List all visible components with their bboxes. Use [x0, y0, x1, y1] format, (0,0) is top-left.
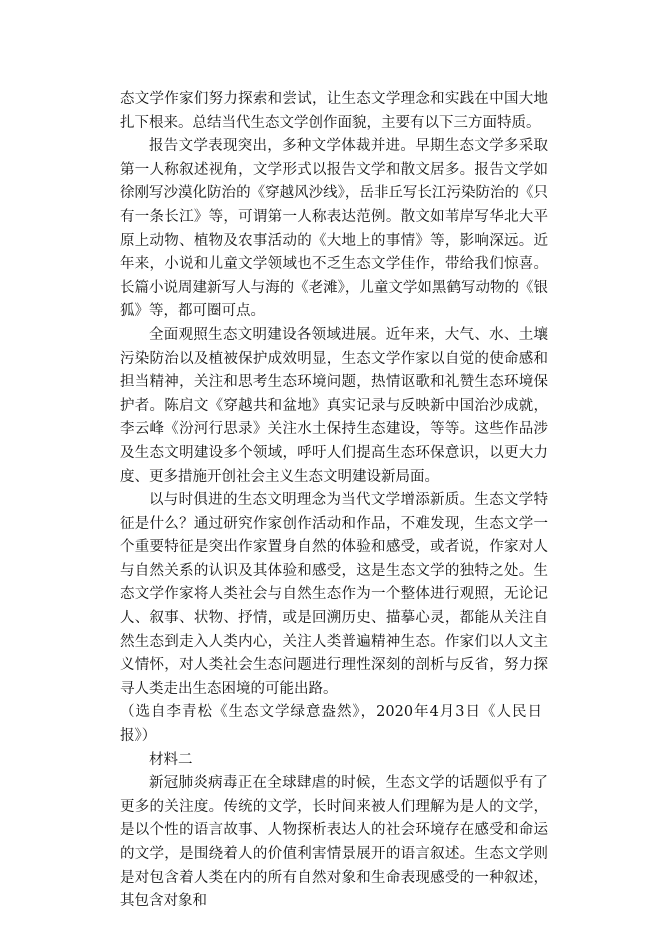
paragraph-material-two: 新冠肺炎病毒正在全球肆虐的时候，生态文学的话题似乎有了更多的关注度。传统的文学，长时间来被人们理解为是人的文学，是以个性的语言故事、人物探析表达人的社会环境存在感受和命运的文学，是围绕着人的价值利害情景展开的语言叙述。生态文学则是对包含着人类在内的所有自然对象和生命表现感受的一种叙述，其包含对象和: [120, 775, 548, 910]
paragraph-report-literature: 报告文学表现突出，多种文学体裁并进。早期生态文学多采取第一人称叙述视角，文学形式以报告文学和散文居多。报告文学如徐刚写沙漠化防治的《穿越风沙线》，岳非丘写长江污染防治的《只有一条长江》等，可谓第一人称表达范例。散文如苇岸写华北大平原上动物、植物及农事活动的《大地上的事情》等，影响深远。近年来，小说和儿童文学领域也不乏生态文学佳作，带给我们惊喜。长篇小说周建新写人与海的《老滩》，儿童文学如黑鹤写动物的《银狐》等，都可圈可点。: [120, 138, 548, 320]
paragraph-new-quality: 以与时俱进的生态文明理念为当代文学增添新质。生态文学特征是什么？通过研究作家创作活动和作品，不难发现，生态文学一个重要特征是突出作家置身自然的体验和感受，或者说，作家对人与自然关系的认识及其体验和感受，这是生态文学的独特之处。生态文学作家将人类社会与自然生态作为一个整体进行观照，无论记人、叙事、状物、抒情，或是回溯历史、描摹心灵，都能从关注自然生态到走入人类内心，关注人类普遍精神生态。作家们以人文主义情怀，对人类社会生态问题进行理性深刻的剖析与反省，努力探寻人类走出生态困境的可能出路。: [120, 492, 548, 697]
article-body: [120, 88, 548, 914]
source-citation: （选自李青松《生态文学绿意盎然》，2020年4月3日《人民日报》）: [120, 704, 542, 745]
material-two-heading: 材料二: [149, 751, 193, 768]
paragraph-continuation: 态文学作家们努力探索和尝试，让生态文学理念和实践在中国大地扎下根来。总结当代生态文学创作面貌，主要有以下三方面特质。: [120, 91, 548, 131]
paragraph-ecological-civilization: 全面观照生态文明建设各领域进展。近年来，大气、水、土壤污染防治以及植被保护成效明显，生态文学作家以自觉的使命感和担当精神，关注和思考生态环境问题，热情讴歌和礼赞生态环境保护者。陈启文《穿越共和盆地》真实记录与反映新中国治沙成就，李云峰《汾河行思录》关注水土保持生态建设，等等。这些作品涉及生态文明建设多个领域，呼吁人们提高生态环保意识，以更大力度、更多措施开创社会主义生态文明建设新局面。: [120, 326, 548, 485]
